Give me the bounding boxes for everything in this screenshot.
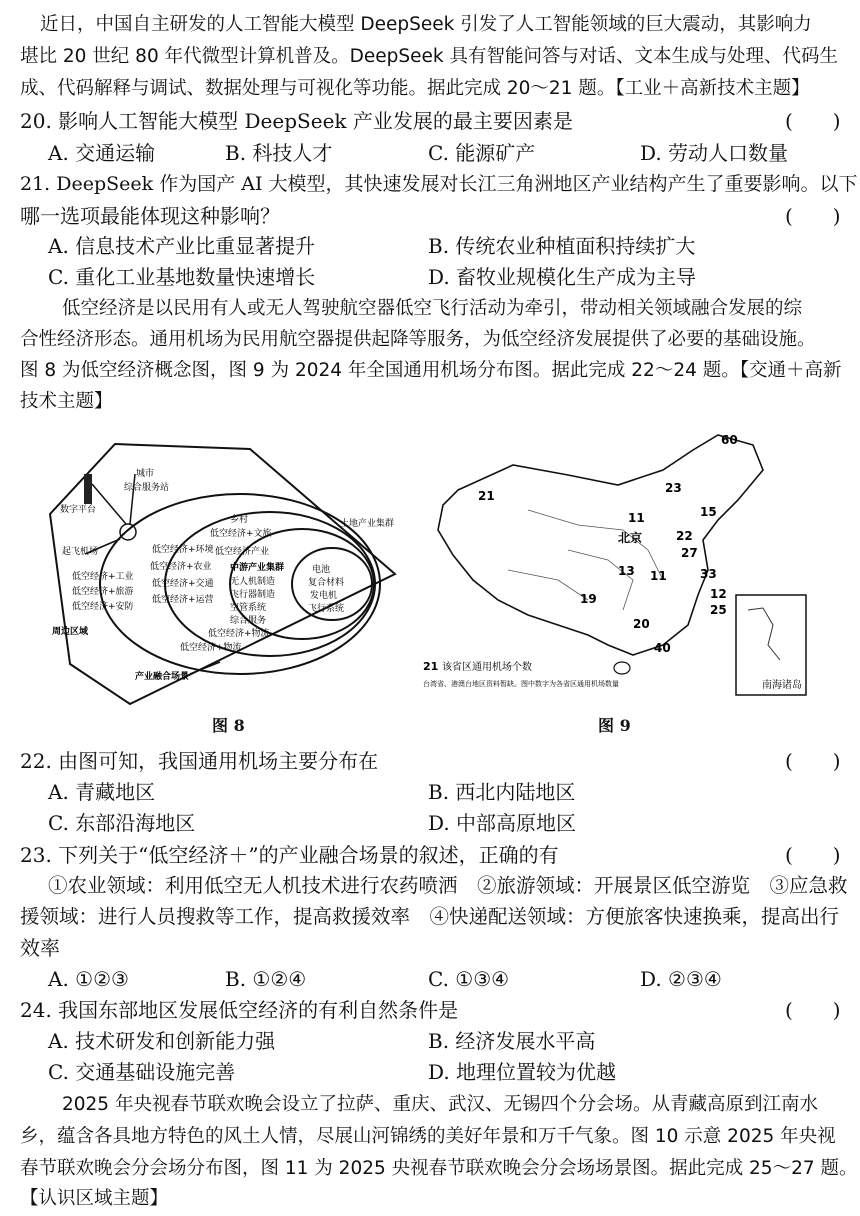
fig8-tower <box>84 474 92 504</box>
q22-option-c[interactable]: C. 东部沿海地区 <box>48 811 196 835</box>
intro2-line-1: 低空经济是以民用有人或无人驾驶航空器低空飞行活动为牵引，带动相关领域融合发展的综 <box>62 298 803 319</box>
fig8-label-up1: 无人机制造 <box>230 577 276 587</box>
fig8-label-fusion: 产业融合场景 <box>135 672 190 682</box>
q24-stem: 24. 我国东部地区发展低空经济的有利自然条件是 <box>20 998 459 1022</box>
fig8-label-b3: 低空经济+运营 <box>152 595 214 605</box>
q20-answer-paren[interactable]: ( ) <box>785 109 841 133</box>
q22-answer-paren[interactable]: ( ) <box>785 749 841 773</box>
fig8-label-up3: 空管系统 <box>230 603 267 613</box>
q21-stem-line-1: 21. DeepSeek 作为国产 AI 大模型，其快速发展对长江三角洲地区产业结构产生了重要影响。以下 <box>20 173 858 195</box>
intro3-line-4: 【认识区域主题】 <box>20 1188 169 1209</box>
fig8-label-r1: 电池 <box>312 565 331 575</box>
intro3-line-3: 春节联欢晚会分会场分布图，图 11 为 2025 央视春节联欢晚会分会场场景图。据此完成 25～27 题。 <box>20 1158 858 1179</box>
q23-option-b[interactable]: B. ①②④ <box>225 967 307 991</box>
intro3-line-1: 2025 年央视春节联欢晚会设立了拉萨、重庆、武汉、无锡四个分会场。从青藏高原到江南水 <box>62 1094 818 1115</box>
fig9-label-beijing: 北京 <box>618 531 643 545</box>
fig9-marker-jiangsu: 33 <box>700 567 717 581</box>
figure-9-caption: 图 9 <box>598 716 631 735</box>
q23-option-a[interactable]: A. ①②③ <box>48 967 129 991</box>
figure-9-map <box>418 430 838 710</box>
fig9-marker-shaanxi: 13 <box>618 564 635 578</box>
fig8-label-l1: 低空经济+工业 <box>72 572 134 582</box>
fig9-marker-hunan: 20 <box>633 617 650 631</box>
fig8-label-r2: 复合材料 <box>308 578 345 588</box>
fig9-china-outline <box>438 435 763 655</box>
fig9-marker-shandong: 27 <box>681 546 698 560</box>
fig8-label-lowalt: 低空经济产业 <box>215 547 270 557</box>
fig8-label-core: 中游产业集群 <box>230 563 285 573</box>
intro1-line-3: 成、代码解释与调试、数据处理与可视化等功能。据此完成 20～21 题。【工业＋高新技术主题】 <box>20 78 810 99</box>
q24-option-c[interactable]: C. 交通基础设施完善 <box>48 1060 236 1084</box>
intro3-line-2: 乡，蕴含各具地方特色的风土人情，尽展山河锦绣的美好年景和万千气象。图 10 示意 2025 年央视 <box>20 1126 836 1147</box>
q24-option-d[interactable]: D. 地理位置较为优越 <box>428 1060 617 1084</box>
fig9-marker-xinjiang: 21 <box>478 489 495 503</box>
fig9-inset-label: 南海诸岛 <box>762 680 802 691</box>
q21-option-c[interactable]: C. 重化工业基地数量快速增长 <box>48 265 316 289</box>
q22-stem: 22. 由图可知，我国通用机场主要分布在 <box>20 749 379 773</box>
q23-stem: 23. 下列关于“低空经济＋”的产业融合场景的叙述，正确的有 <box>20 843 559 867</box>
q22-option-b[interactable]: B. 西北内陆地区 <box>428 780 576 804</box>
q21-option-b[interactable]: B. 传统农业种植面积持续扩大 <box>428 234 696 258</box>
q23-body-line-3: 效率 <box>20 936 60 960</box>
fig8-label-uav: 起飞机场 <box>62 547 99 557</box>
fig9-marker-neimenggu: 11 <box>628 511 645 525</box>
intro1-line-2: 堪比 20 世纪 80 年代微型计算机普及。DeepSeek 具有智能问答与对话、文本生成与处理、代码生 <box>20 46 838 67</box>
fig8-label-b1: 低空经济+交通 <box>152 579 214 589</box>
fig8-node-circle <box>120 524 136 540</box>
figure-8-diagram <box>40 424 410 714</box>
fig9-marker-zhejiang: 12 <box>710 587 727 601</box>
intro2-line-3: 图 8 为低空经济概念图，图 9 为 2024 年全国通用机场分布图。据此完成 22～24 题。【交通＋高新 <box>20 360 842 381</box>
q23-body-line-2: 援领域：进行人员搜救等工作，提高救援效率 ④快递配送领域：方便旅客快速换乘，提高出行 <box>20 905 840 928</box>
fig8-label-b2: 低空经济+物流 <box>208 629 270 639</box>
fig9-marker-sichuan: 19 <box>580 592 597 606</box>
q23-answer-paren[interactable]: ( ) <box>785 843 841 867</box>
q23-option-d[interactable]: D. ②③④ <box>640 967 722 991</box>
fig9-legend-text: 该省区通用机场个数 <box>442 662 532 673</box>
fig9-marker-fujian: 25 <box>710 603 727 617</box>
fig8-label-l6: 低空经济+环境 <box>152 545 214 555</box>
fig9-marker-guangdong: 40 <box>654 641 671 655</box>
q20-option-b[interactable]: B. 科技人才 <box>225 141 333 165</box>
q20-option-a[interactable]: A. 交通运输 <box>48 141 156 165</box>
fig8-label-l4: 低空经济+旅游 <box>72 587 134 597</box>
fig8-label-r3: 发电机 <box>310 591 338 601</box>
fig9-marker-henan: 11 <box>650 569 667 583</box>
fig9-marker-heilongjiang: 60 <box>721 433 738 447</box>
fig8-label-surround: 周边区域 <box>52 627 89 637</box>
fig9-marker-liaoning: 23 <box>665 481 682 495</box>
intro1-line-1: 近日，中国自主研发的人工智能大模型 DeepSeek 引发了人工智能领域的巨大震动，其影响力 <box>40 14 812 35</box>
q20-stem: 20. 影响人工智能大模型 DeepSeek 产业发展的最主要因素是 <box>20 109 573 133</box>
fig9-legend-marker: 21 <box>423 660 439 673</box>
q21-option-a[interactable]: A. 信息技术产业比重显著提升 <box>48 234 316 258</box>
intro2-line-2: 合性经济形态。通用机场为民用航空器提供起降等服务，为低空经济发展提供了必要的基础设施。 <box>20 329 816 350</box>
fig9-hainan <box>614 662 630 674</box>
intro2-line-4: 技术主题】 <box>20 391 113 412</box>
q21-answer-paren[interactable]: ( ) <box>785 204 841 228</box>
fig8-label-platform: 数字平台 <box>60 505 97 515</box>
fig8-label-village: 乡村 <box>230 515 249 525</box>
fig8-label-l2: 低空经济+农业 <box>150 562 212 572</box>
q22-option-d[interactable]: D. 中部高原地区 <box>428 811 577 835</box>
q21-option-d[interactable]: D. 畜牧业规模化生产成为主导 <box>428 265 697 289</box>
fig8-label-service: 综合服务站 <box>124 483 170 493</box>
fig9-marker-hebei: 22 <box>676 529 693 543</box>
q24-option-b[interactable]: B. 经济发展水平高 <box>428 1029 596 1053</box>
q23-body-line-1: ①农业领域：利用低空无人机技术进行农药喷洒 ②旅游领域：开展景区低空游览 ③应急救 <box>48 874 848 897</box>
q22-option-a[interactable]: A. 青藏地区 <box>48 780 156 804</box>
figure-8-caption: 图 8 <box>212 716 245 735</box>
fig8-label-cluster: 土地产业集群 <box>340 519 395 529</box>
fig8-label-l5: 低空经济+文旅 <box>210 529 272 539</box>
fig9-note: 台湾省、港澳台地区资料暂缺。图中数字为各省区通用机场数量 <box>423 680 619 688</box>
fig8-label-l7: 低空经济+安防 <box>72 602 134 612</box>
fig8-label-up4: 综合服务 <box>230 616 267 626</box>
fig8-label-up2: 飞行器制造 <box>230 590 276 600</box>
q20-option-c[interactable]: C. 能源矿产 <box>428 141 536 165</box>
q24-option-a[interactable]: A. 技术研发和创新能力强 <box>48 1029 276 1053</box>
fig8-label-city: 城市 <box>136 469 155 479</box>
q24-answer-paren[interactable]: ( ) <box>785 998 841 1022</box>
fig9-marker-jilin: 15 <box>700 505 717 519</box>
q21-stem-line-2: 哪一选项最能体现这种影响？ <box>20 204 280 228</box>
fig8-label-l3: 低空经济+物流 <box>180 643 242 653</box>
q20-option-d[interactable]: D. 劳动人口数量 <box>640 141 789 165</box>
fig8-label-r4: 飞行系统 <box>308 604 345 614</box>
q23-option-c[interactable]: C. ①③④ <box>428 967 510 991</box>
